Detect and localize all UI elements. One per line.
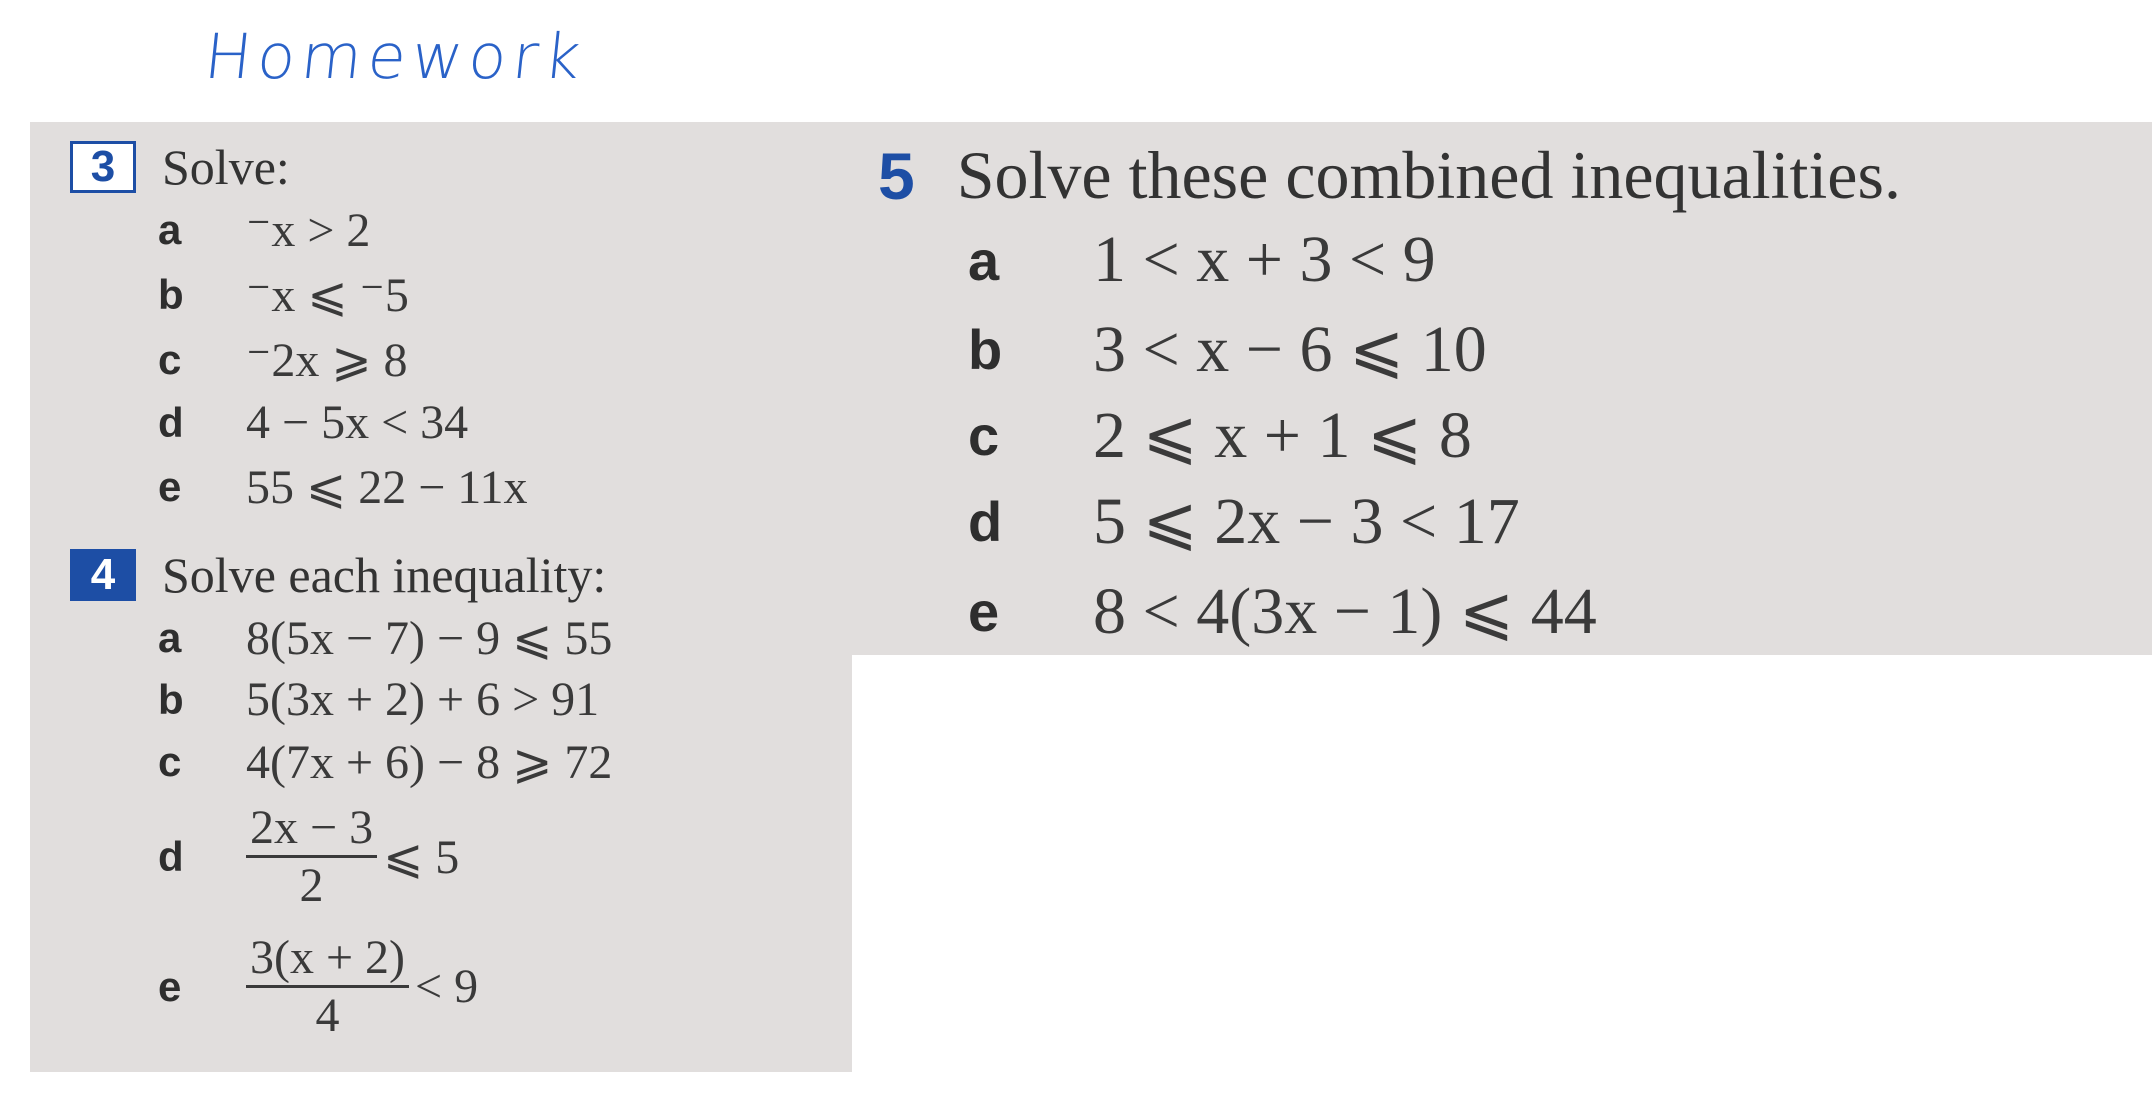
item-letter: b	[968, 317, 1003, 381]
item-letter: a	[158, 206, 182, 253]
item-expression: ⁻x > 2	[246, 204, 371, 257]
item-expression: 5(3x + 2) + 6 > 91	[246, 673, 600, 726]
item-letter: e	[158, 962, 182, 1010]
item-expression: 8 < 4(3x − 1) ⩽ 44	[1093, 575, 1597, 648]
question-5-title: Solve these combined inequalities.	[956, 137, 1901, 213]
fraction-comparison: ⩽ 5	[383, 830, 460, 884]
q5-item-a	[968, 222, 1436, 298]
item-expression: 4(7x + 6) − 8 ⩾ 72	[246, 736, 613, 789]
question-5-heading	[878, 136, 1901, 215]
item-expression: 8(5x − 7) − 9 ⩽ 55	[246, 612, 613, 665]
item-letter: e	[968, 579, 1000, 643]
q3-item-d	[158, 395, 468, 450]
fraction-denominator: 2	[299, 859, 324, 912]
q3-item-a	[158, 202, 370, 258]
q5-item-c	[968, 396, 1472, 474]
fraction	[246, 800, 377, 913]
fraction-numerator: 3(x + 2)	[250, 931, 406, 984]
q5-item-e	[968, 572, 1597, 650]
fraction-expression	[246, 800, 459, 913]
q3-item-e	[158, 459, 528, 515]
fraction-expression	[246, 930, 478, 1043]
item-letter: b	[158, 675, 184, 723]
item-letter: b	[158, 271, 184, 318]
item-letter: c	[158, 336, 182, 383]
question-3-title: Solve:	[162, 139, 290, 195]
fraction-numerator: 2x − 3	[250, 801, 374, 854]
item-expression: 2 ⩽ x + 1 ⩽ 8	[1093, 399, 1472, 472]
q4-item-c	[158, 734, 612, 790]
item-expression: ⁻2x ⩾ 8	[246, 334, 408, 387]
item-letter: a	[158, 614, 182, 661]
q5-item-b	[968, 310, 1487, 388]
item-expression: 5 ⩽ 2x − 3 < 17	[1093, 485, 1520, 558]
item-letter: d	[968, 489, 1003, 553]
q4-item-e	[158, 930, 478, 1043]
q3-item-c	[158, 332, 408, 388]
handwritten-homework-note: Homework	[201, 20, 590, 93]
item-expression: 55 ⩽ 22 − 11x	[246, 461, 528, 514]
question-4-heading	[70, 546, 606, 604]
item-letter: c	[158, 738, 182, 785]
question-4-title: Solve each inequality:	[162, 547, 607, 603]
item-letter: c	[968, 403, 1000, 467]
fraction-comparison: < 9	[415, 960, 479, 1013]
item-letter: d	[158, 398, 184, 446]
q4-item-a	[158, 610, 612, 666]
fraction-denominator: 4	[315, 989, 340, 1042]
item-expression: 1 < x + 3 < 9	[1093, 223, 1436, 296]
question-4-number: 4	[70, 549, 136, 601]
question-3-heading	[70, 138, 290, 196]
q4-item-d	[158, 800, 459, 913]
q5-item-d	[968, 482, 1520, 560]
item-letter: d	[158, 832, 184, 880]
item-letter: a	[968, 228, 1000, 292]
question-3-number: 3	[70, 141, 136, 193]
item-expression: 3 < x − 6 ⩽ 10	[1093, 313, 1487, 386]
q4-item-b	[158, 672, 599, 727]
item-expression: 4 − 5x < 34	[246, 396, 469, 449]
question-5-number: 5	[878, 138, 915, 213]
item-letter: e	[158, 463, 182, 510]
fraction	[246, 930, 409, 1043]
item-expression: ⁻x ⩽ ⁻5	[246, 269, 409, 322]
q3-item-b	[158, 267, 409, 323]
